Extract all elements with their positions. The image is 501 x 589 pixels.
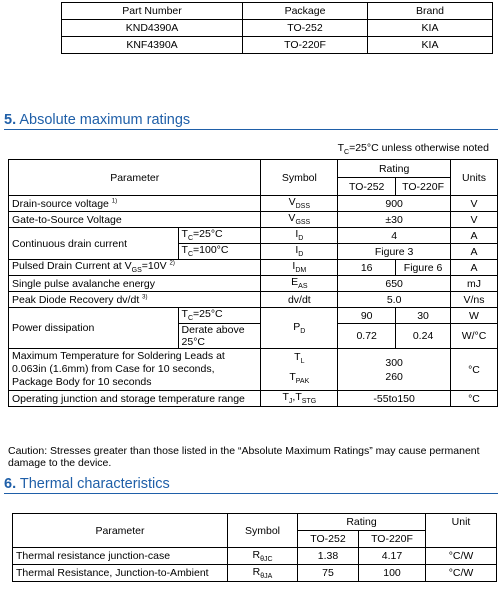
param-cell: Pulsed Drain Current at $V_{GS}=10V$ $^{2)}$ — [9, 260, 261, 276]
table-row — [62, 20, 493, 37]
caution-note: Caution: Stresses greater than those listed in the “Absolute Maximum Ratings” may cause permanent damage to the device. — [8, 445, 480, 469]
symbol-cell: $T_L$ $T_{PAK}$ — [261, 349, 338, 391]
value-tl: 300 — [385, 356, 403, 369]
value-cell: -55to150 — [338, 391, 451, 407]
condition-cell: $T_C=100^\circ C$ — [178, 244, 261, 260]
value-cell: 100 — [359, 565, 426, 582]
symbol-cell: $V_{GSS}$ — [261, 212, 338, 228]
thermal-table — [12, 513, 497, 582]
param-cell: Power dissipation — [9, 308, 179, 349]
table-cell: TO-220F — [243, 37, 368, 54]
value-cell: Figure 6 — [396, 260, 451, 276]
rating-header: Rating — [298, 514, 426, 531]
condition-cell: Derate above 25°C — [178, 324, 261, 349]
param-cell: Continuous drain current — [9, 228, 179, 260]
table-row — [13, 565, 497, 582]
table-row — [9, 228, 498, 244]
table-header-row — [62, 3, 493, 20]
value-cell — [338, 349, 451, 391]
unit-cell: °C/W — [426, 548, 497, 565]
table-row — [9, 391, 498, 407]
value-cell: 5.0 — [338, 292, 451, 308]
symbol-cell: $R_{\theta JC}$ — [228, 548, 298, 565]
unit-cell: W — [451, 308, 498, 324]
unit-header: Unit — [426, 514, 497, 531]
unit-cell: A — [451, 228, 498, 244]
value-cell: ±30 — [338, 212, 451, 228]
table-row — [9, 276, 498, 292]
table-row — [9, 196, 498, 212]
value-cell: 900 — [338, 196, 451, 212]
table-cell: TO-252 — [243, 20, 368, 37]
table-row — [9, 292, 498, 308]
table-row — [62, 37, 493, 54]
table-header: Brand — [368, 3, 493, 20]
unit-cell: °C — [451, 391, 498, 407]
symbol-cell: $I_D$ — [261, 244, 338, 260]
conditions-note-text: =25°C unless otherwise noted — [349, 142, 489, 154]
conditions-note: $T_C=25^\circ C$ unless otherwise noted — [337, 142, 489, 157]
table-header: Part Number — [62, 3, 243, 20]
value-cell: 75 — [298, 565, 359, 582]
symbol-cell: dv/dt — [261, 292, 338, 308]
unit-cell: °C — [451, 349, 498, 391]
table-row — [9, 212, 498, 228]
table-row — [9, 260, 498, 276]
symbol-cell: $I_{DM}$ — [261, 260, 338, 276]
unit-cell: V — [451, 212, 498, 228]
to220f-header: TO-220F — [396, 178, 451, 196]
param-cell: Thermal Resistance, Junction-to-Ambient — [13, 565, 228, 582]
unit-cell: V/ns — [451, 292, 498, 308]
value-cell: 4.17 — [359, 548, 426, 565]
section-title: Thermal characteristics — [19, 476, 170, 492]
symbol-cell: $R_{\theta JA}$ — [228, 565, 298, 582]
empty-cell — [426, 531, 497, 548]
table-cell: KIA — [368, 37, 493, 54]
value-cell: 0.24 — [396, 324, 451, 349]
value-cell: 0.72 — [338, 324, 396, 349]
symbol-cell: $P_D$ — [261, 308, 338, 349]
abs-max-ratings-table — [8, 159, 498, 407]
value-cell: 90 — [338, 308, 396, 324]
param-cell: Single pulse avalanche energy — [9, 276, 261, 292]
param-cell: Gate-to-Source Voltage — [9, 212, 261, 228]
section-heading-thermal — [4, 476, 498, 494]
value-cell: 650 — [338, 276, 451, 292]
rating-header: Rating — [338, 160, 451, 178]
param-cell: Maximum Temperature for Soldering Leads at 0.063in (1.6mm) from Case for 10 seconds, Package Body for 10 seconds — [9, 349, 261, 391]
condition-cell: $T_C=25^\circ C$ — [178, 308, 261, 324]
param-cell: Thermal resistance junction-case — [13, 548, 228, 565]
table-header-row — [9, 160, 498, 178]
value-cell: 30 — [396, 308, 451, 324]
param-cell: Drain-source voltage $^{1)}$ — [9, 196, 261, 212]
parameter-header: Parameter — [9, 160, 261, 196]
unit-cell: A — [451, 260, 498, 276]
value-cell: 16 — [338, 260, 396, 276]
section-number: 5. — [4, 112, 17, 128]
unit-cell: °C/W — [426, 565, 497, 582]
table-header-row — [13, 514, 497, 531]
value-cell: 1.38 — [298, 548, 359, 565]
symbol-cell: $V_{DSS}$ — [261, 196, 338, 212]
value-cell: 4 — [338, 228, 451, 244]
condition-cell: $T_C=25^\circ C$ — [178, 228, 261, 244]
param-cell: Peak Diode Recovery dv/dt $^{3)}$ — [9, 292, 261, 308]
symbol-header: Symbol — [261, 160, 338, 196]
table-cell: KND4390A — [62, 20, 243, 37]
unit-cell: V — [451, 196, 498, 212]
value-cell: Figure 3 — [338, 244, 451, 260]
unit-cell: W/°C — [451, 324, 498, 349]
part-brand-table — [61, 2, 493, 54]
value-tpak: 260 — [385, 370, 403, 383]
table-cell: KNF4390A — [62, 37, 243, 54]
parameter-header: Parameter — [13, 514, 228, 548]
to252-header: TO-252 — [298, 531, 359, 548]
unit-cell: mJ — [451, 276, 498, 292]
symbol-cell: $E_{AS}$ — [261, 276, 338, 292]
symbol-cell: $I_D$ — [261, 228, 338, 244]
table-header: Package — [243, 3, 368, 20]
param-cell: Operating junction and storage temperature range — [9, 391, 261, 407]
section-title: Absolute maximum ratings — [19, 112, 191, 128]
to220f-header: TO-220F — [359, 531, 426, 548]
symbol-header: Symbol — [228, 514, 298, 548]
table-row — [9, 308, 498, 324]
units-header: Units — [451, 160, 498, 196]
table-row — [9, 349, 498, 391]
to252-header: TO-252 — [338, 178, 396, 196]
table-cell: KIA — [368, 20, 493, 37]
section-heading-abs-max — [4, 112, 498, 130]
symbol-cell: $T_J,T_{STG}$ — [261, 391, 338, 407]
table-row — [13, 548, 497, 565]
unit-cell: A — [451, 244, 498, 260]
section-number: 6. — [4, 476, 17, 492]
